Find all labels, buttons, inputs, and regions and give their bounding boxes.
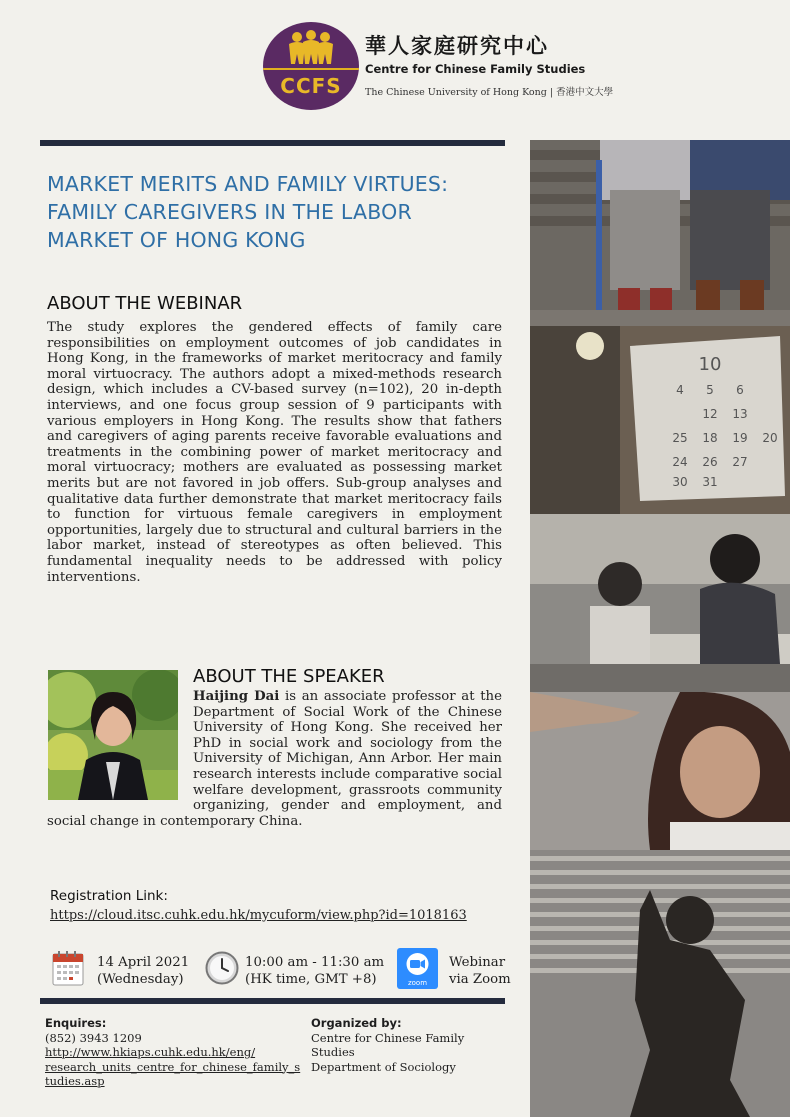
university-name: The Chinese University of Hong Kong | 香港中文大學 (365, 87, 614, 98)
enquiries-link-line-3[interactable]: tudies.asp (45, 1074, 105, 1088)
calendar-number: 24 (672, 455, 688, 469)
calendar-number: 10 (698, 354, 722, 375)
title-line-2: FAMILY CAREGIVERS IN THE LABOR (47, 200, 412, 224)
speaker-bio (47, 689, 502, 829)
top-divider (40, 140, 505, 146)
event-time (245, 954, 384, 988)
enquiries-phone: (852) 3943 1209 (45, 1030, 142, 1045)
enquiries-link-line-1[interactable]: http://www.hkiaps.cuhk.edu.hk/eng/ (45, 1045, 256, 1059)
photo-family-table (530, 514, 790, 692)
photo-calendar (530, 326, 790, 514)
org-name-chinese: 華人家庭研究中心 (365, 34, 549, 58)
event-timezone-text: (HK time, GMT +8) (245, 972, 377, 987)
calendar-number: 30 (672, 475, 688, 489)
zoom-icon-label: zoom (407, 979, 428, 987)
calendar-number: 12 (702, 407, 718, 421)
bottom-divider (40, 998, 505, 1004)
enquiries-link-line-2[interactable]: research_units_centre_for_chinese_family_s (45, 1059, 301, 1074)
calendar-number: 20 (762, 431, 778, 445)
photo-distressed-woman (530, 692, 790, 850)
photo-elderly-couple-bench (530, 140, 790, 326)
speaker-name: Haijing Dai (193, 689, 280, 704)
speaker-heading: ABOUT THE SPEAKER (193, 666, 385, 687)
calendar-number: 27 (732, 455, 748, 469)
photo-spacer (47, 689, 193, 801)
org-name-english: Centre for Chinese Family Studies (365, 62, 586, 76)
calendar-number: 19 (732, 431, 748, 445)
organized-label: Organized by: (311, 1016, 402, 1030)
event-date-text: 14 April 2021 (97, 955, 190, 970)
calendar-number: 6 (736, 383, 744, 397)
title-line-1: MARKET MERITS AND FAMILY VIRTUES: (47, 172, 449, 196)
speaker-bio-text: is an associate professor at the Department of Social Work of the Chinese University of Hong Kong. She received her PhD in social work and sociology from the University of Michigan, Ann Arbor. Her main research interests include comparative social welfare development, grassroots community organizing, gender and employment, and social change in contemporary China. (47, 689, 502, 829)
title-line-3: MARKET OF HONG KONG (47, 228, 306, 252)
ccfs-logo (263, 22, 359, 110)
organizer-1: Centre for Chinese Family Studies (311, 1030, 465, 1059)
enquiries-label: Enquires: (45, 1016, 107, 1030)
calendar-number: 18 (702, 431, 718, 445)
calendar-number: 4 (676, 383, 684, 397)
photo-silhouette-blinds (530, 850, 790, 1117)
calendar-number: 26 (702, 455, 718, 469)
calendar-icon (52, 950, 84, 986)
event-format-line1: Webinar (449, 955, 506, 970)
event-format (449, 954, 511, 988)
registration-label: Registration Link: (50, 888, 168, 904)
zoom-icon (397, 948, 438, 989)
calendar-number: 25 (672, 431, 688, 445)
event-time-text: 10:00 am - 11:30 am (245, 955, 385, 970)
calendar-number: 31 (702, 475, 718, 489)
webinar-description: The study explores the gendered effects of family care responsibilities on employment outcomes of job candidates in Hong Kong, in the frameworks of market meritocracy and family moral virtuocracy. The authors adopt a mixed-methods research design, which includes a CV-based survey (n=102), 20 in-depth interviews, and one focus group session of 9 participants with various employers in Hong Kong. The results show that fathers and caregivers of aging parents receive favorable evaluations and treatments in the combining power of market meritocracy and moral virtuocracy; mothers are evaluated as possessing market merits but are not favored in job offers. Sub-group analyses and qualitative data further demonstrate that market meritocracy fails to function for virtuous female caregivers in employment opportunities, largely due to structural and cultural barriers in the labor market, instead of stereotypes as often believed. This fundamental inequality needs to be addressed with policy interventions. (47, 320, 502, 585)
organizer-2: Department of Sociology (311, 1059, 456, 1074)
organizers-block (311, 1016, 511, 1074)
event-day-text: (Wednesday) (97, 972, 184, 987)
page-title (47, 170, 517, 254)
enquiries-block (45, 1016, 301, 1089)
calendar-number: 13 (732, 407, 748, 421)
clock-icon (205, 951, 239, 985)
event-format-line2: via Zoom (449, 972, 511, 987)
webinar-heading: ABOUT THE WEBINAR (47, 293, 243, 314)
logo-initials: CCFS (280, 74, 342, 98)
calendar-number: 5 (706, 383, 714, 397)
registration-link[interactable]: https://cloud.itsc.cuhk.edu.hk/mycuform/view.php?id=1018163 (50, 908, 467, 923)
event-date (97, 954, 189, 988)
